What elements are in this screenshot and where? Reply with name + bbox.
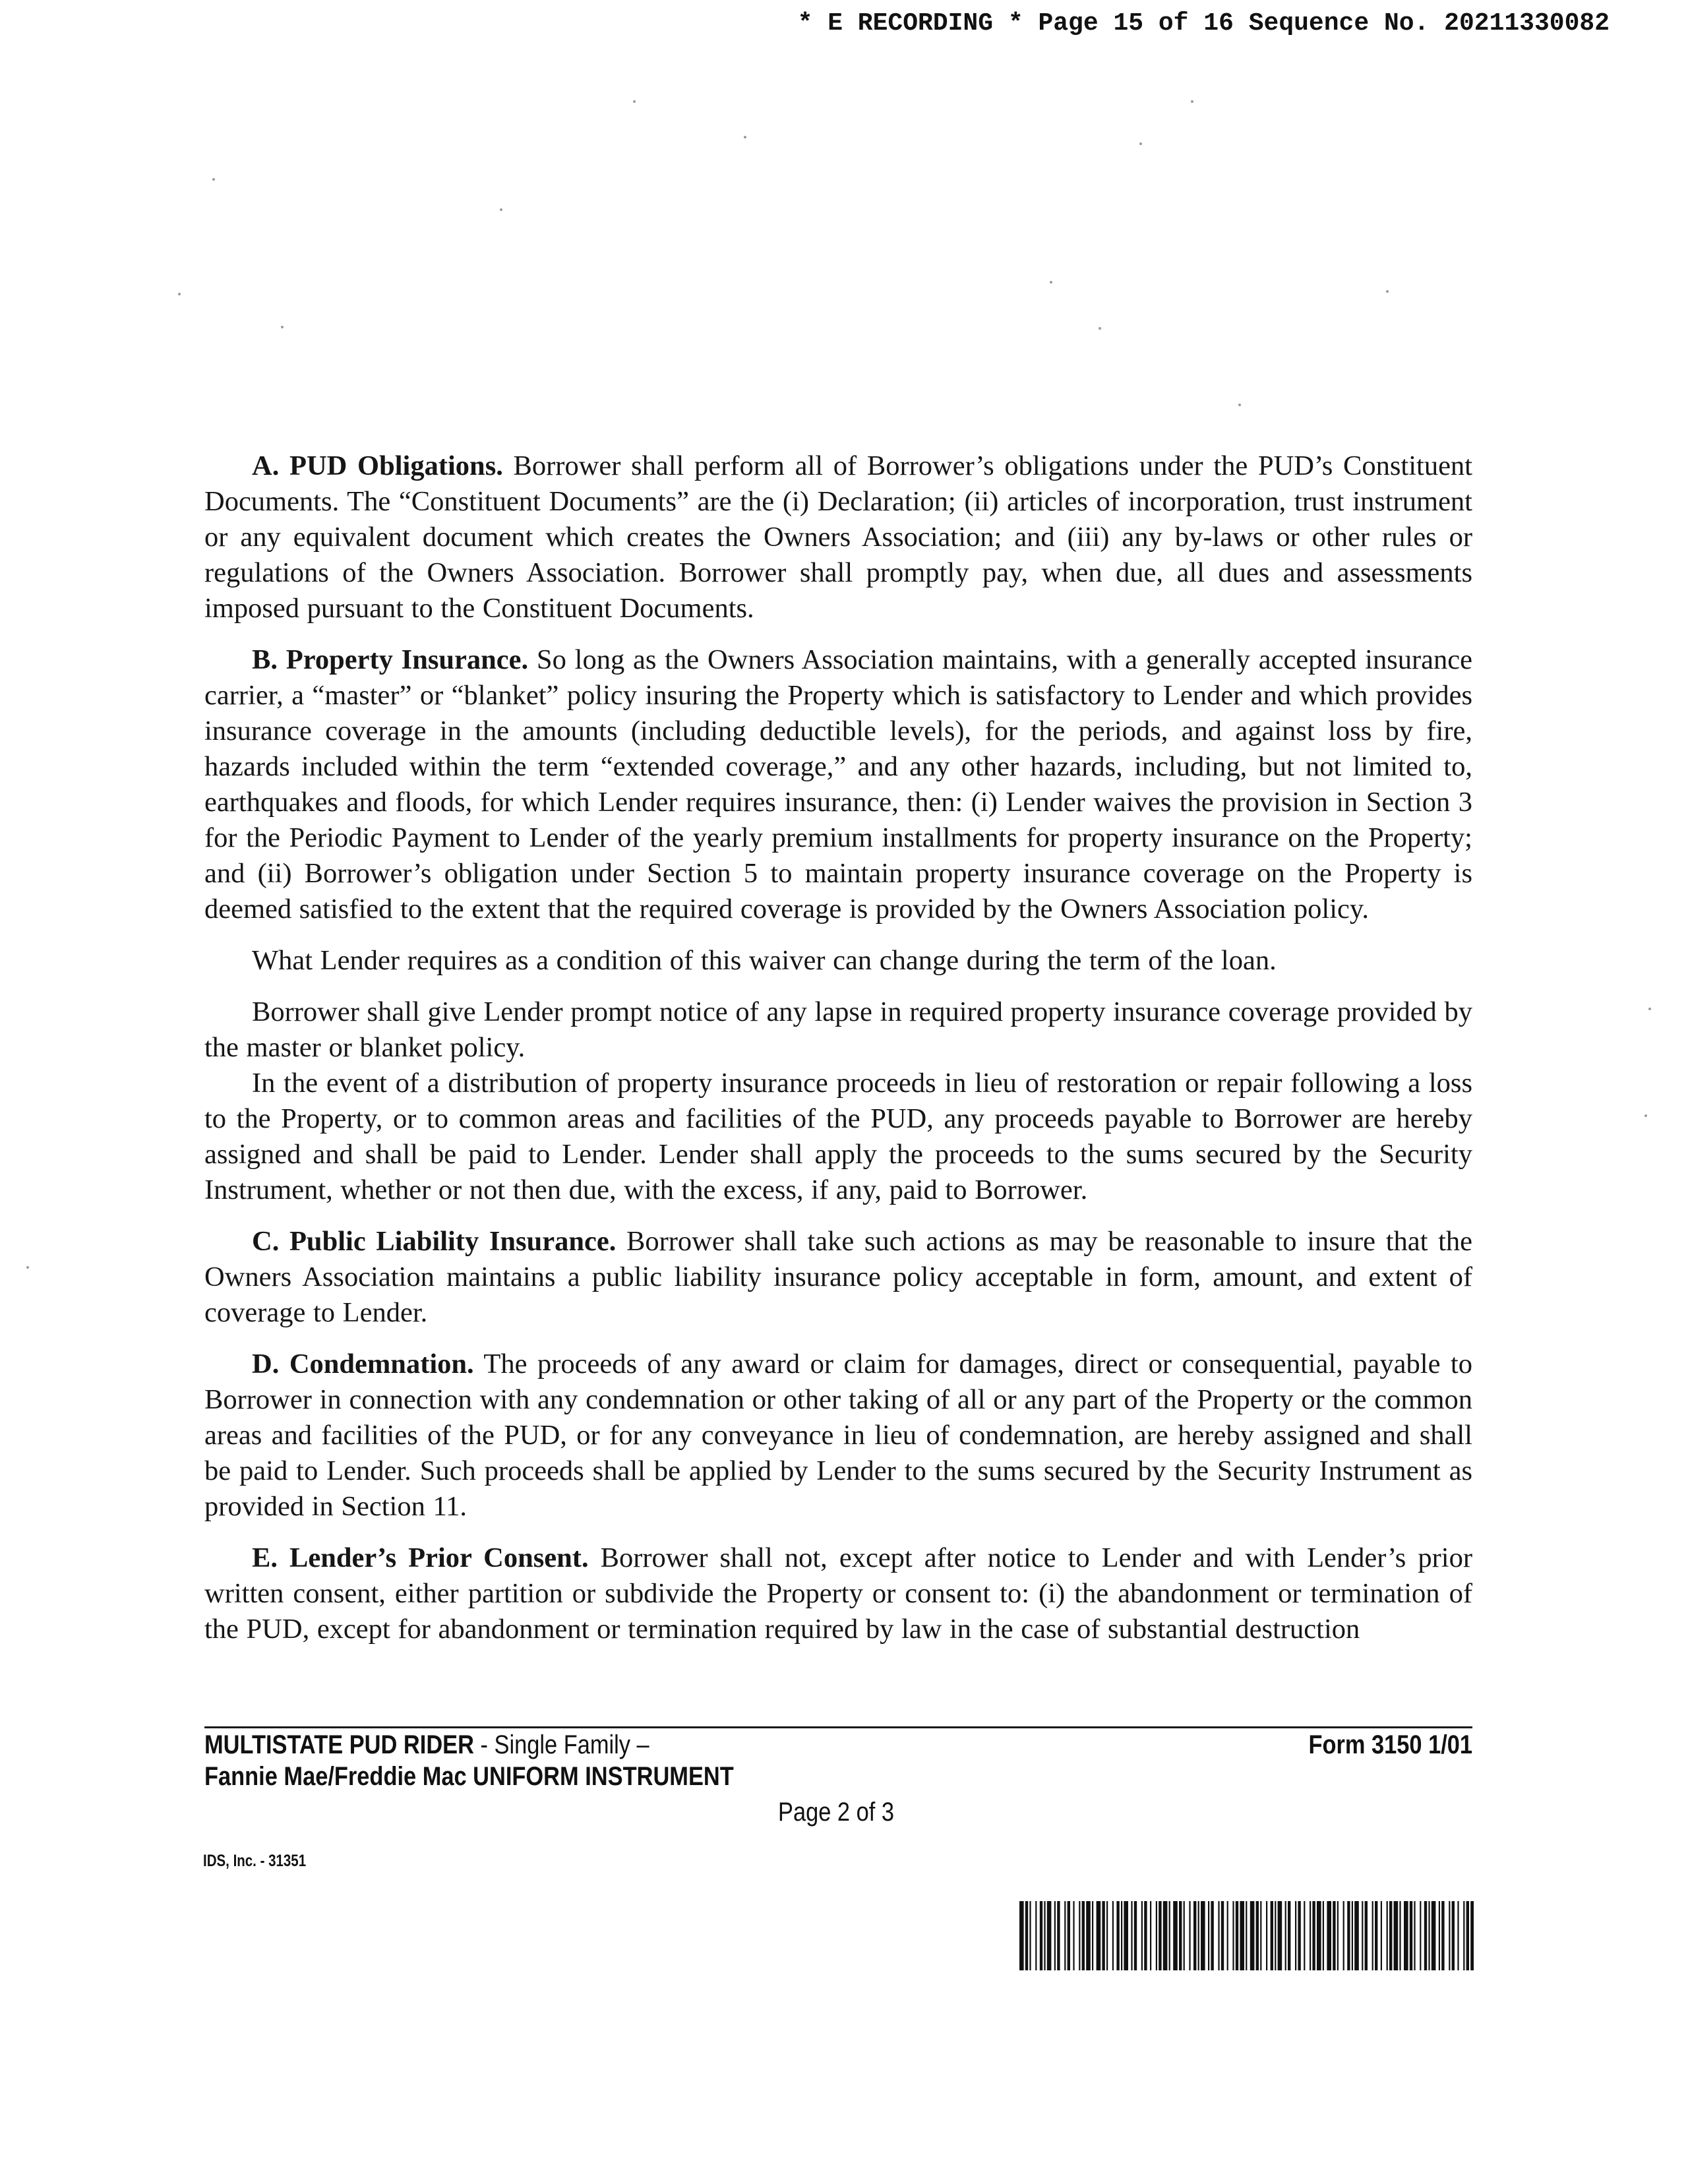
barcode-bar [1144, 1901, 1147, 1970]
barcode-bar [1208, 1901, 1209, 1970]
barcode-bar [1193, 1901, 1196, 1970]
barcode-bar [1275, 1901, 1276, 1970]
barcode-bar [1424, 1901, 1427, 1970]
section-heading: A. PUD Obligations. [252, 450, 503, 481]
barcode-bar [1189, 1901, 1190, 1970]
barcode-bar [1278, 1901, 1282, 1970]
section-condemnation [204, 1347, 1472, 1525]
barcode-bar [1394, 1901, 1399, 1970]
barcode-bar [1428, 1901, 1430, 1970]
barcode-bar [1163, 1901, 1168, 1970]
barcode-bar [1310, 1901, 1311, 1970]
barcode-bar [1029, 1901, 1031, 1970]
section-text: The proceeds of any award or claim for damages, direct or consequential, payable to Borrower in connection with any condemnation or other taking of all or any part of the Property or the common areas and facilities of the PUD, or for any conveyance in lieu of condemnation, are hereby assigned and shall be paid to Lender. Such proceeds shall be applied by Lender to the sums secured by the Security Instrument as provided in Section 11. [204, 1349, 1472, 1522]
barcode-bar [1236, 1901, 1238, 1970]
barcode-bar [1389, 1901, 1392, 1970]
barcode-bar [1040, 1901, 1042, 1970]
barcode-bar [1323, 1901, 1324, 1970]
section-heading: B. Property Insurance. [252, 644, 529, 675]
section-public-liability [204, 1224, 1472, 1331]
barcode-bar [1312, 1901, 1315, 1970]
footer-divider [204, 1726, 1472, 1728]
section-heading: C. Public Liability Insurance. [252, 1226, 617, 1257]
barcode-bar [1381, 1901, 1382, 1970]
section-property-insurance [204, 642, 1472, 927]
barcode-bar [1399, 1901, 1401, 1970]
barcode-bar [1232, 1901, 1234, 1970]
barcode-bar [1079, 1901, 1080, 1970]
barcode-bar [1025, 1901, 1028, 1970]
barcode-bar [1044, 1901, 1045, 1970]
barcode-bar [1449, 1901, 1450, 1970]
recording-header: * E RECORDING * Page 15 of 16 Sequence No. 20211330082 [797, 9, 1610, 38]
barcode-bar [1420, 1901, 1421, 1970]
section-text: Borrower shall give Lender prompt notice of any lapse in required property insurance coverage provided by the master or blanket policy. [204, 996, 1472, 1063]
barcode-bar [1250, 1901, 1255, 1970]
barcode-bar [1470, 1901, 1474, 1970]
vendor-code: IDS, Inc. - 31351 [203, 1852, 307, 1870]
barcode-bar [1159, 1901, 1161, 1970]
barcode-bar [1410, 1901, 1412, 1970]
barcode-bar [1271, 1901, 1273, 1970]
barcode-bar [1019, 1901, 1024, 1970]
barcode-bar [1121, 1901, 1122, 1970]
barcode-bar [1304, 1901, 1305, 1970]
barcode-bar [1466, 1901, 1469, 1970]
section-pud-obligations [204, 448, 1472, 626]
barcode-bar [1387, 1901, 1388, 1970]
barcode-bar [1211, 1901, 1213, 1970]
barcode-bar [1246, 1901, 1247, 1970]
lapse-notice-paragraph [204, 994, 1472, 1066]
barcode-bar [1092, 1901, 1093, 1970]
barcode-bar [1256, 1901, 1259, 1970]
section-text: Borrower shall not, except after notice to Lender and with Lender’s prior written consent, either partition or subdivide the Property or consent to: (i) the abandonment or termination of the PUD, except for abandonment or termination required by law in the case of substantial destruction [204, 1542, 1472, 1645]
section-text: So long as the Owners Association maintains, with a generally accepted insurance carrier, a “master” or “blanket” policy insuring the Property which is satisfactory to Lender and which provides insurance coverage in the amounts (including deductible levels), for the periods, and against loss by fire, hazards included within the term “extended coverage,” and any other hazards, including, but not limited to, earthquakes and floods, for which Lender requires insurance, then: (i) Lender waives the provision in Section 3 for the Periodic Payment to Lender of the yearly premium installments for property insurance on the Property; and (ii) Borrower’s obligation under Section 5 to maintain property insurance coverage on the Property is deemed satisfied to the extent that the required coverage is provided by the Owners Association policy. [204, 644, 1473, 925]
barcode-bar [1184, 1901, 1185, 1970]
barcode-bar [1343, 1901, 1344, 1970]
form-title [204, 1730, 649, 1760]
rider-body [204, 448, 1472, 1663]
barcode-bar [1068, 1901, 1070, 1970]
section-text: Borrower shall take such actions as may be reasonable to insure that the Owners Association maintains a public liability insurance policy acceptable in form, amount, and extent of coverage to Lender. [204, 1226, 1472, 1328]
section-text: In the event of a distribution of property insurance proceeds in lieu of restoration or repair following a loss to the Property, or to common areas and facilities of the PUD, any proceeds payable to Borrower are hereby assigned and shall be paid to Lender. Lender shall apply the proceeds to the sums secured by the Security Instrument, whether or not then due, with the excess, if any, paid to Borrower. [204, 1068, 1472, 1205]
barcode-bar [1227, 1901, 1228, 1970]
barcode-bar [1150, 1901, 1151, 1970]
barcode-bar [1260, 1901, 1261, 1970]
barcode-bar [1352, 1901, 1353, 1970]
section-text: What Lender requires as a condition of this waiver can change during the term of the loan. [252, 945, 1277, 976]
barcode-bar [1131, 1901, 1132, 1970]
barcode-bar [1432, 1901, 1436, 1970]
barcode-bar [1097, 1901, 1101, 1970]
barcode-bar [1218, 1901, 1219, 1970]
proceeds-distribution-paragraph [204, 1066, 1472, 1208]
barcode-bar [1240, 1901, 1244, 1970]
barcode-bar [1317, 1901, 1321, 1970]
barcode-bar [1124, 1901, 1128, 1970]
barcode-bar [1179, 1901, 1182, 1970]
barcode-bar [1337, 1901, 1339, 1970]
form-subtitle: Fannie Mae/Freddie Mac UNIFORM INSTRUMENT [204, 1762, 734, 1791]
barcode-bar [1333, 1901, 1335, 1970]
barcode-bar [1441, 1901, 1444, 1970]
barcode-image [1019, 1901, 1474, 1970]
barcode-bar [1414, 1901, 1415, 1970]
barcode-bar [1266, 1901, 1267, 1970]
barcode-bar [1116, 1901, 1119, 1970]
barcode-bar [1054, 1901, 1056, 1970]
barcode-bar [1035, 1901, 1037, 1970]
barcode-bar [1295, 1901, 1296, 1970]
barcode-bar [1365, 1901, 1368, 1970]
barcode-bar [1047, 1901, 1052, 1970]
page-label: Page 2 of 3 [778, 1798, 894, 1827]
form-title-rest: - Single Family – [473, 1730, 649, 1759]
barcode-bar [1073, 1901, 1074, 1970]
barcode-bar [1457, 1901, 1459, 1970]
waiver-paragraph [204, 943, 1472, 979]
section-heading: E. Lender’s Prior Consent. [252, 1542, 589, 1573]
barcode-bar [1064, 1901, 1066, 1970]
barcode-bar [1327, 1901, 1331, 1970]
barcode-bar [1106, 1901, 1108, 1970]
barcode-bar [1375, 1901, 1377, 1970]
barcode-bar [1354, 1901, 1359, 1970]
barcode-bar [1463, 1901, 1464, 1970]
barcode-bar [1198, 1901, 1199, 1970]
barcode-bar [1288, 1901, 1290, 1970]
barcode-bar [1173, 1901, 1178, 1970]
barcode-bar [1285, 1901, 1286, 1970]
barcode-bar [1372, 1901, 1373, 1970]
barcode-bar [1221, 1901, 1224, 1970]
form-title-bold: MULTISTATE PUD RIDER [204, 1730, 474, 1759]
barcode-bar [1086, 1901, 1091, 1970]
barcode-bar [1156, 1901, 1157, 1970]
barcode-bar [1112, 1901, 1114, 1970]
barcode-bar [1134, 1901, 1137, 1970]
barcode-bar [1439, 1901, 1440, 1970]
barcode-bar [1201, 1901, 1205, 1970]
form-number: Form 3150 1/01 [1308, 1730, 1472, 1759]
barcode-bar [1169, 1901, 1170, 1970]
barcode-bar [1404, 1901, 1408, 1970]
barcode-bar [1452, 1901, 1455, 1970]
section-heading: D. Condemnation. [252, 1349, 474, 1380]
section-text: Borrower shall perform all of Borrower’s obligations under the PUD’s Constituent Documents. The “Constituent Documents” are the (i) Declaration; (ii) articles of incorporation, trust instrument or any equivalent document which creates the Owners Association; and (iii) any by-laws or other rules or regulations of the Owners Association. Borrower shall promptly pay, when due, all dues and assessments imposed pursuant to the Constituent Documents. [204, 450, 1472, 624]
barcode-bar [1102, 1901, 1104, 1970]
barcode-bar [1298, 1901, 1300, 1970]
barcode-bar [1347, 1901, 1350, 1970]
section-lenders-prior-consent [204, 1540, 1472, 1647]
barcode-bar [1362, 1901, 1363, 1970]
barcode-bar [1141, 1901, 1143, 1970]
barcode-bar [1057, 1901, 1060, 1970]
barcode-bar [1082, 1901, 1085, 1970]
